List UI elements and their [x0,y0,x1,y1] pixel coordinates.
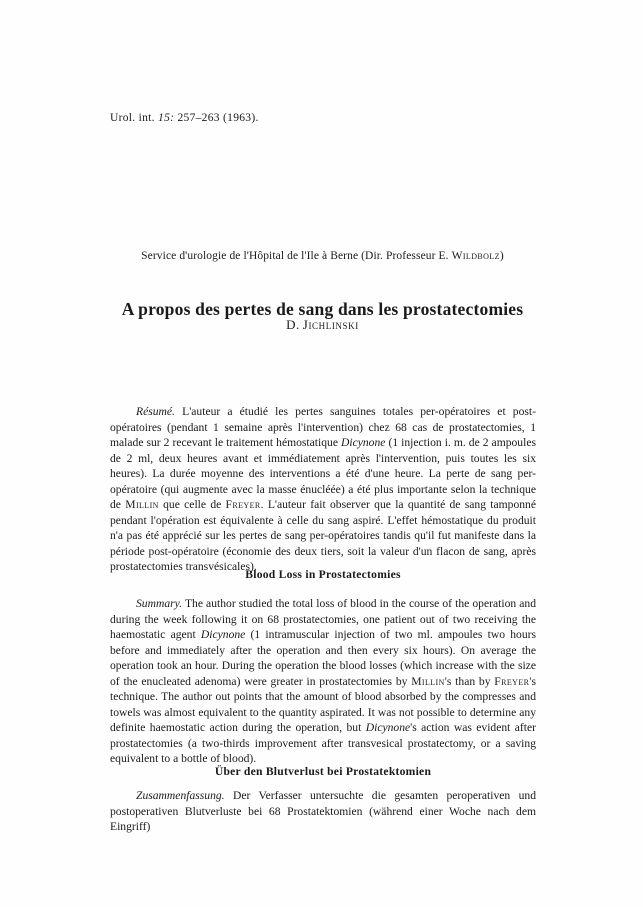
surgeon-name-millin: Millin [411,674,445,688]
affiliation-line [110,250,535,262]
affiliation-director: Wildbolz [451,250,500,262]
surgeon-name-millin: Millin [125,498,159,512]
drug-name-dicynone: Dicynone [200,628,246,642]
section-heading-english: Blood Loss in Prostatectomies [245,568,401,581]
resume-lead-in: Résumé. [136,405,175,418]
summary-text-5: 's action was evident after prostatectomies (a two-thirds improvement after transvesical prostatectomy, or a saving equivalent to a bottle of blood). [110,721,536,766]
summary-text-1: The author studied the total loss of blood in the course of the operation and during the week following it on 68 prostatectomies, one patient out of two receiving the haemostatic agent [110,597,536,642]
author-initial: D. [286,317,300,332]
affiliation-text-end: ) [499,250,504,262]
surgeon-name-freyer: Freyer [225,498,261,512]
summary-text-4: 's technique. The author out points that the amount of blood absorbed by the compresses and towels was almost equivalent to the quantity aspirated. It was not possible to determine any definite haemostatic action during the operation, but [110,674,536,735]
drug-name-dicynone: Dicynone [341,436,386,450]
journal-name: Urol. int. [110,112,155,124]
summary-text-2: (1 intramuscular injection of two ml. ampoules two hours before and immediately after the operation and then every six hours). On average the operation took an hour. During the operation the blood losses (which increase with the size of the enucleated adenoma) were greater in prostatectomies by [110,628,536,688]
abstract-english [110,596,536,767]
abstract-german [110,788,536,835]
journal-citation [110,112,259,124]
affiliation-text: Service d'urologie de l'Hôpital de l'Ile à Berne (Dir. Professeur E. [141,250,452,262]
summary-lead-in: Summary. [136,597,183,610]
journal-volume: 15: [158,112,175,124]
page-title: A propos des pertes de sang dans les prostatectomies [121,298,524,319]
resume-text-1: L'auteur a étudié les pertes sanguines totales per-opératoires et post-opératoires (pendant 1 semaine après l'intervention) chez 68 cas de prostatectomies, 1 malade sur 2 recevant le traitement hémostatique [110,405,536,450]
author-line [110,317,535,333]
surgeon-name-freyer: Freyer [494,674,530,688]
journal-year: (1963). [223,112,259,124]
drug-name-dicynone: Dicynone [365,721,411,735]
zusammenfassung-lead-in: Zusammenfassung. [136,789,225,802]
zusammenfassung-text-1: Der Verfasser untersuchte die gesamten peroperativen und postoperativen Blutverluste bei 68 Prostatektomien (während einer Woche nach dem Eingriff) [110,789,536,834]
resume-text-3: que celle de [158,498,226,512]
summary-text-3: 's than by [444,674,495,688]
author-surname: Jichlinski [302,317,359,332]
abstract-french [110,404,536,575]
journal-pages: 257–263 [177,112,220,124]
resume-text-2: (1 injection i. m. de 2 ampoules de 2 ml, deux heures avant et immédiatement après l'intervention, puis toutes les six heures). La durée moyenne des interventions a été d'une heure. La perte de sang per-opératoire (qui augmente avec la masse énucléée) a été plus importante selon la technique de [110,436,536,512]
resume-text-4: . L'auteur fait observer que la quantité de sang tamponné pendant l'opération est équivalente à celle du sang aspiré. L'effet hémostatique du produit n'a pas été apprécié sur les pertes de sang per-opératoires tandis qu'il fut manifeste dans la période post-opératoire (économie des deux tiers, soit la valeur d'un flacon de sang, après prostatectomies transvésicales). [110,498,536,574]
section-heading-german: Über den Blutverlust bei Prostatektomien [214,765,432,778]
